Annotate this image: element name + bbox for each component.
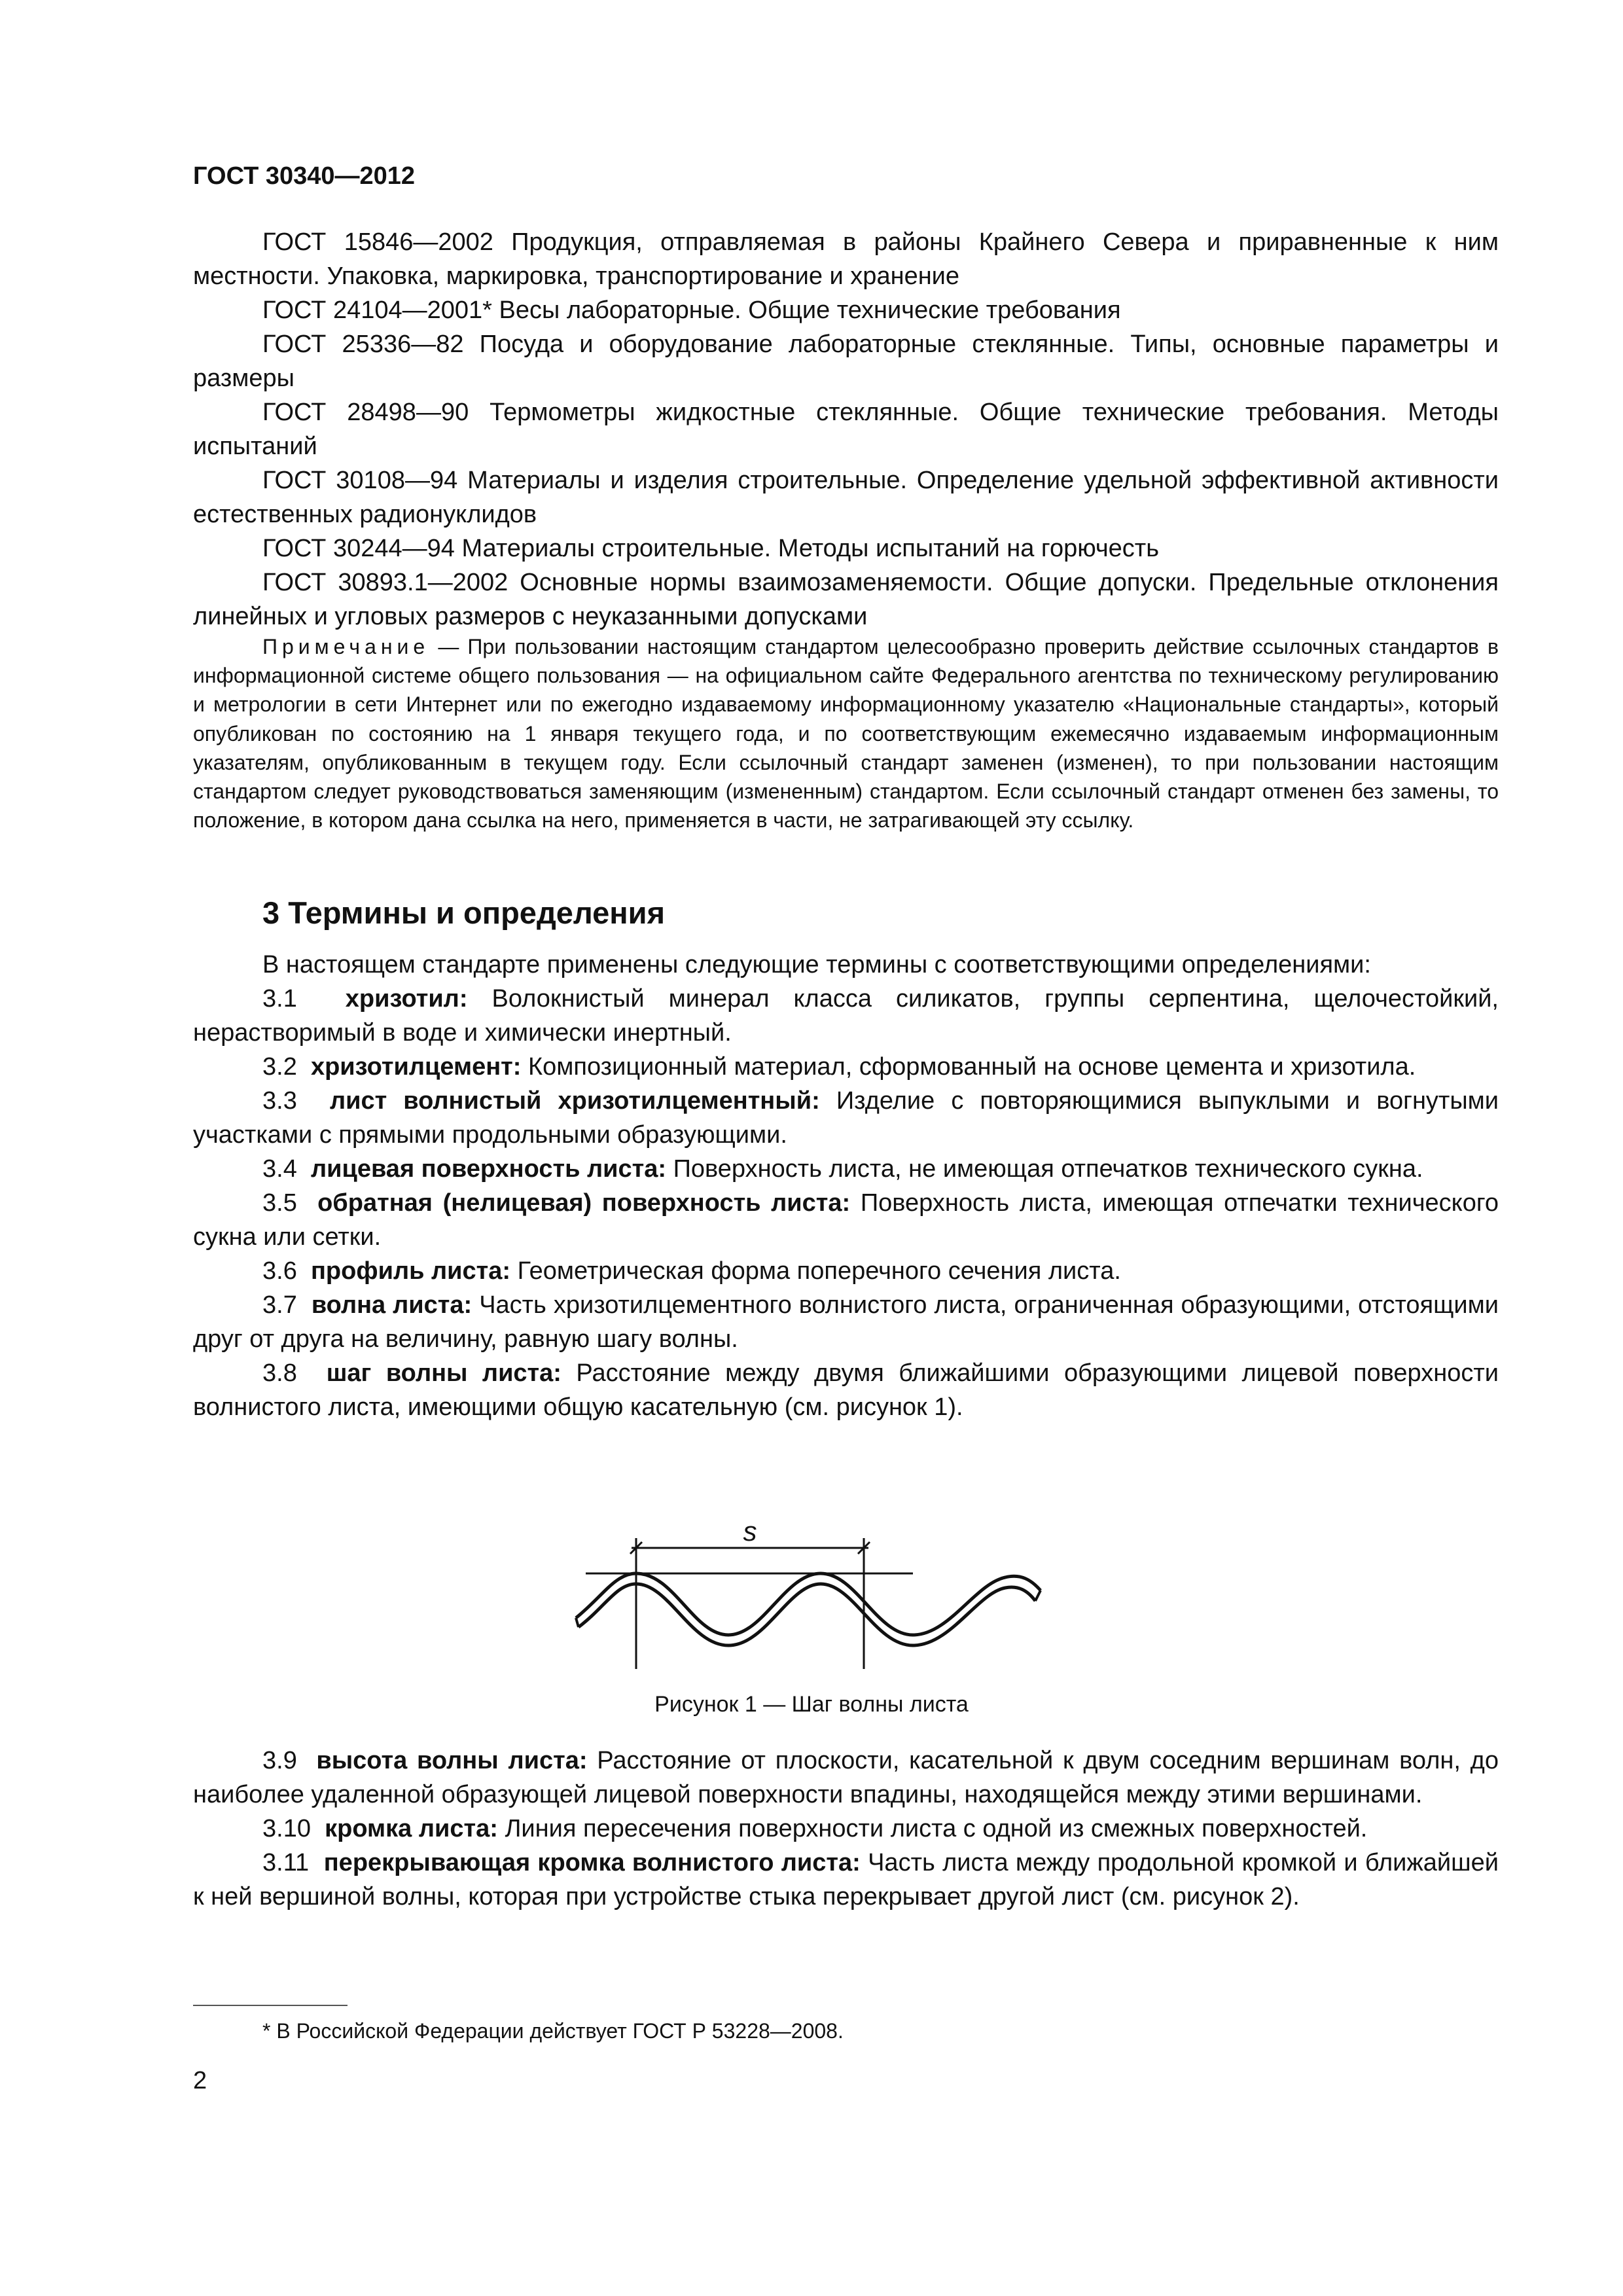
term-3-7: 3.7 волна листа: Часть хризотилцементного волнистого листа, ограниченная образующими, отстоящими друг от друга на величину, равную шагу волны. bbox=[193, 1291, 1499, 1353]
ref-gost-28498: ГОСТ 28498—90 Термометры жидкостные стеклянные. Общие технические требования. Методы испытаний bbox=[193, 399, 1499, 460]
ref-gost-24104: ГОСТ 24104—2001* Весы лабораторные. Общие технические требования bbox=[262, 296, 1121, 324]
ref-gost-25336: ГОСТ 25336—82 Посуда и оборудование лабораторные стеклянные. Типы, основные параметры и размеры bbox=[193, 331, 1499, 392]
ref-gost-30244: ГОСТ 30244—94 Материалы строительные. Методы испытаний на горючесть bbox=[262, 535, 1160, 562]
document-header: ГОСТ 30340—2012 bbox=[193, 162, 416, 190]
wave-profile-lower bbox=[579, 1584, 1035, 1645]
term-3-6: 3.6 профиль листа: Геометрическая форма поперечного сечения листа. bbox=[262, 1257, 1121, 1285]
term-3-9: 3.9 высота волны листа: Расстояние от плоскости, касательной к двум соседним вершинам волн, до наиболее удаленной образующей лицевой поверхности впадины, находящейся между этими вершинами. bbox=[193, 1747, 1499, 1808]
wave-pitch-figure bbox=[563, 1499, 1139, 1669]
pitch-label: s bbox=[743, 1516, 757, 1547]
term-3-11: 3.11 перекрывающая кромка волнистого листа: Часть листа между продольной кромкой и ближайшей к ней вершиной волны, которая при устройстве стыка перекрывает другой лист (см. рисунок 2). bbox=[193, 1849, 1499, 1910]
term-3-4: 3.4 лицевая поверхность листа: Поверхность листа, не имеющая отпечатков технического сукна. bbox=[262, 1155, 1423, 1183]
page-number: 2 bbox=[193, 2067, 207, 2094]
ref-gost-30893: ГОСТ 30893.1—2002 Основные нормы взаимозаменяемости. Общие допуски. Предельные отклонения линейных и угловых размеров с неуказанными допусками bbox=[193, 569, 1499, 630]
figure-caption: Рисунок 1 — Шаг волны листа bbox=[654, 1692, 969, 1717]
section-title: 3 Термины и определения bbox=[262, 895, 665, 930]
wave-edge-right bbox=[1035, 1590, 1041, 1601]
terms-list bbox=[193, 948, 1499, 1424]
footnote: * В Российской Федерации действует ГОСТ Р 53228—2008. bbox=[262, 2019, 844, 2043]
section-intro: В настоящем стандарте применены следующие термины с соответствующими определениями: bbox=[262, 951, 1371, 978]
references-list bbox=[193, 225, 1499, 634]
wave-profile-upper bbox=[576, 1573, 1041, 1635]
wave-edge-left bbox=[576, 1618, 579, 1627]
note-label: Примечание bbox=[262, 635, 430, 658]
term-3-5: 3.5 обратная (нелицевая) поверхность листа: Поверхность листа, имеющая отпечатки технического сукна или сетки. bbox=[193, 1189, 1499, 1251]
term-3-1: 3.1 хризотил: Волокнистый минерал класса силикатов, группы серпентина, щелочестойкий, нерастворимый в воде и химически инертный. bbox=[193, 985, 1499, 1047]
term-3-8: 3.8 шаг волны листа: Расстояние между двумя ближайшими образующими лицевой поверхности волнистого листа, имеющими общую касательную (см. рисунок 1). bbox=[193, 1359, 1499, 1421]
note-text: — При пользовании настоящим стандартом целесообразно проверить действие ссылочных стандартов в информационной системе общего пользования — на официальном сайте Федерального агентства по техническому регулированию и метрологии в сети Интернет или по ежегодно издаваемому информационному указателю «Национальные стандарты», который опубликован по состоянию на 1 января текущего года, и по соответствующим ежемесячно издаваемым информационным указателям, опубликованным в текущем году. Если ссылочный стандарт заменен (изменен), то при пользовании настоящим стандартом следует руководствоваться заменяющим (измененным) стандартом. Если ссылочный стандарт отменен без замены, то положение, в котором дана ссылка на него, применяется в части, не затрагивающей эту ссылку. bbox=[193, 635, 1499, 833]
note-paragraph bbox=[193, 632, 1499, 834]
terms-list-continued bbox=[193, 1744, 1499, 1914]
footnote-divider bbox=[193, 2005, 348, 2006]
term-3-10: 3.10 кромка листа: Линия пересечения поверхности листа с одной из смежных поверхностей. bbox=[262, 1815, 1368, 1842]
ref-gost-30108: ГОСТ 30108—94 Материалы и изделия строительные. Определение удельной эффективной активности естественных радионуклидов bbox=[193, 467, 1499, 528]
term-3-3: 3.3 лист волнистый хризотилцементный: Изделие с повторяющимися выпуклыми и вогнутыми участками с прямыми продольными образующими. bbox=[193, 1087, 1499, 1149]
ref-gost-15846: ГОСТ 15846—2002 Продукция, отправляемая в районы Крайнего Севера и приравненные к ним местности. Упаковка, маркировка, транспортирование и хранение bbox=[193, 228, 1499, 290]
term-3-2: 3.2 хризотилцемент: Композиционный материал, сформованный на основе цемента и хризотила. bbox=[262, 1053, 1416, 1081]
